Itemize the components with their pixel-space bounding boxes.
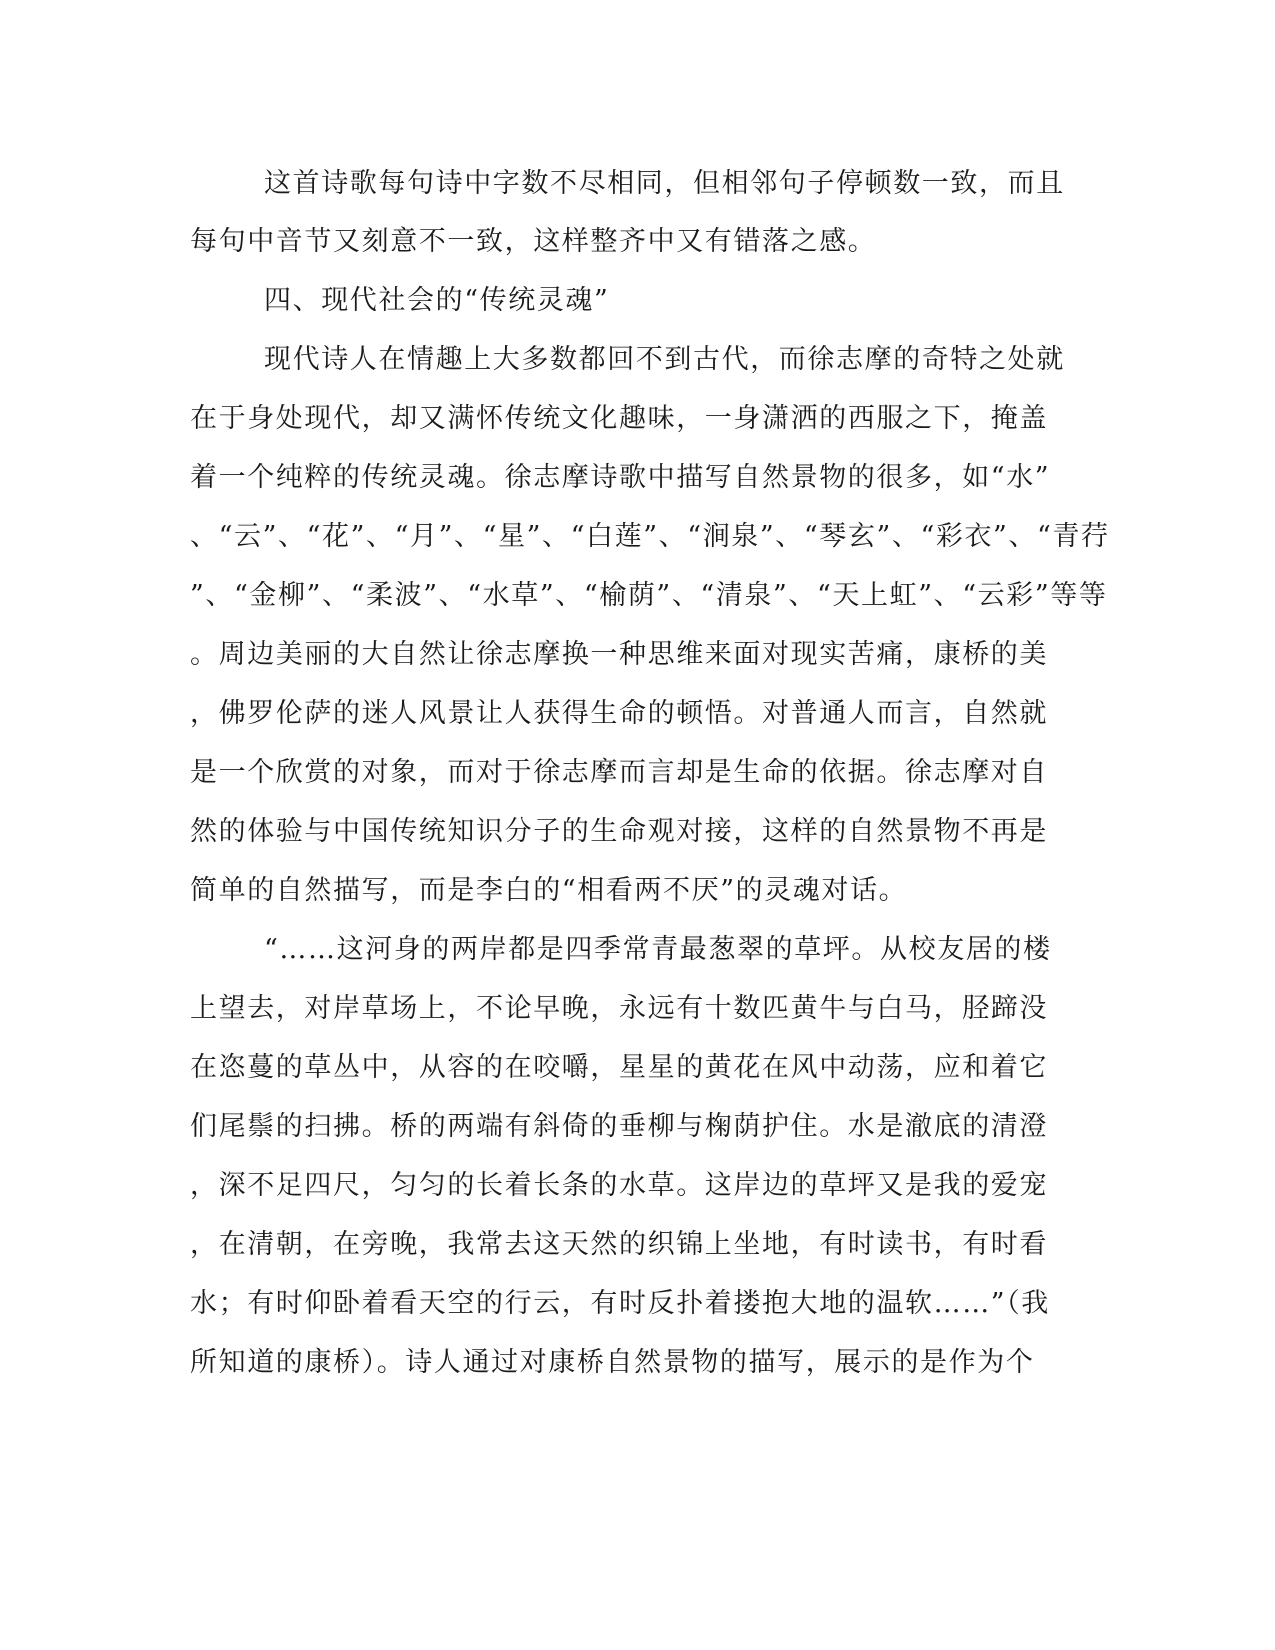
quote-line: 水；有时仰卧着看天空的行云，有时反扑着搂抱大地的温软……”（我 [190, 1288, 1050, 1319]
paragraph-line: 所知道的康桥）。诗人通过对康桥自然景物的描写，展示的是作为个 [190, 1347, 1035, 1378]
paragraph-line: 然的体验与中国传统知识分子的生命观对接，这样的自然景物不再是 [190, 816, 1048, 847]
paragraph-line: 。周边美丽的大自然让徐志摩换一种思维来面对现实苦痛，康桥的美 [190, 639, 1048, 670]
quote-line: ，深不足四尺，匀匀的长着长条的水草。这岸边的草坪又是我的爱宠 [190, 1170, 1048, 1201]
quote-line: 上望去，对岸草场上，不论早晚，永远有十数匹黄牛与白马，胫蹄没 [190, 993, 1048, 1024]
quote-line: ，在清朝，在旁晚，我常去这天然的织锦上坐地，有时读书，有时看 [190, 1229, 1048, 1260]
paragraph-line: 着一个纯粹的传统灵魂。徐志摩诗歌中描写自然景物的很多，如“水” [190, 462, 1051, 493]
section-heading: 四、现代社会的“传统灵魂” [264, 285, 610, 316]
paragraph-line: 这首诗歌每句诗中字数不尽相同，但相邻句子停顿数一致，而且 [264, 168, 1065, 199]
paragraph-line: 简单的自然描写，而是李白的“相看两不厌”的灵魂对话。 [190, 875, 908, 906]
paragraph-line: ”、“金柳”、“柔波”、“水草”、“榆荫”、“清泉”、“天上虹”、“云彩”等等 [190, 580, 1108, 611]
paragraph-line: 现代诗人在情趣上大多数都回不到古代，而徐志摩的奇特之处就 [264, 344, 1065, 375]
quote-line: “……这河身的两岸都是四季常青最葱翠的草坪。从校友居的楼 [264, 934, 1052, 965]
paragraph-line: 是一个欣赏的对象，而对于徐志摩而言却是生命的依据。徐志摩对自 [190, 757, 1048, 788]
paragraph-line: 在于身处现代，却又满怀传统文化趣味，一身潇洒的西服之下，掩盖 [190, 403, 1048, 434]
paragraph-line: 每句中音节又刻意不一致，这样整齐中又有错落之感。 [190, 226, 877, 257]
quote-line: 在恣蔓的草丛中，从容的在咬嚼，星星的黄花在风中动荡，应和着它 [190, 1052, 1048, 1083]
paragraph-line: 、“云”、“花”、“月”、“星”、“白莲”、“涧泉”、“琴玄”、“彩衣”、“青荇 [190, 521, 1110, 552]
quote-line: 们尾鬃的扫拂。桥的两端有斜倚的垂柳与椈荫护住。水是澈底的清澄 [190, 1111, 1048, 1142]
paragraph-line: ，佛罗伦萨的迷人风景让人获得生命的顿悟。对普通人而言，自然就 [190, 698, 1048, 729]
